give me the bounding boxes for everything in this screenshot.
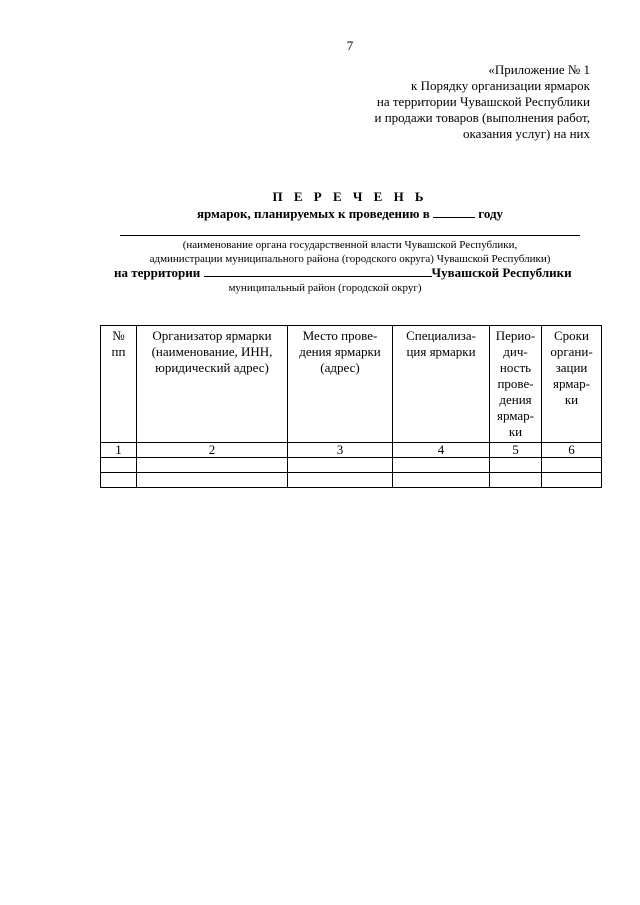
subtitle-year-word: году	[478, 206, 504, 221]
document-title: П Е Р Е Ч Е Н Ь	[272, 189, 428, 204]
table-cell	[490, 473, 542, 488]
annex-line: на территории Чувашской Республики	[376, 94, 590, 109]
subtitle-text: ярмарок, планируемых к проведению в	[196, 206, 430, 221]
table-row	[101, 473, 602, 488]
territory-label: на территории	[114, 265, 201, 280]
territory-blank-line	[204, 265, 432, 277]
column-number-cell: 5	[490, 443, 542, 458]
table-cell	[288, 473, 393, 488]
header-specialization: Специализа- ция ярмарки	[393, 326, 490, 443]
column-number-cell: 6	[542, 443, 602, 458]
annex-line: к Порядку организации ярмарок	[411, 78, 590, 93]
table-row	[101, 458, 602, 473]
territory-line	[114, 265, 572, 281]
table-cell	[393, 473, 490, 488]
year-blank-line	[433, 206, 475, 218]
header-periodicity: Перио- дич- ность прове- дения ярмар- ки	[490, 326, 542, 443]
table-cell	[490, 458, 542, 473]
district-caption: муниципальный район (городской округ)	[228, 282, 422, 294]
table-cell	[101, 473, 137, 488]
table-header-row	[101, 326, 602, 443]
authority-caption-line: (наименование органа государственной власти Чувашской Республики,	[182, 239, 518, 251]
column-number-cell: 1	[101, 443, 137, 458]
table-cell	[542, 473, 602, 488]
header-number: № пп	[101, 326, 137, 443]
header-terms: Сроки органи- зации ярмар- ки	[542, 326, 602, 443]
table-cell	[288, 458, 393, 473]
column-number-cell: 2	[137, 443, 288, 458]
column-number-cell: 4	[393, 443, 490, 458]
annex-line: «Приложение № 1	[488, 62, 590, 77]
authority-caption	[0, 238, 640, 266]
column-number-cell: 3	[288, 443, 393, 458]
table-cell	[542, 458, 602, 473]
table-cell	[137, 473, 288, 488]
annex-line: оказания услуг) на них	[463, 126, 590, 141]
table-cell	[101, 458, 137, 473]
table-row	[101, 443, 602, 458]
annex-line: и продажи товаров (выполнения работ,	[374, 110, 590, 125]
territory-republic: Чувашской Республики	[431, 265, 572, 280]
annex-header	[330, 62, 590, 142]
table-cell	[137, 458, 288, 473]
fairs-table	[100, 325, 602, 488]
authority-fill-line	[120, 235, 580, 236]
document-subtitle	[0, 206, 640, 222]
table-cell	[393, 458, 490, 473]
authority-caption-line: администрации муниципального района (городского округа) Чувашской Республики)	[149, 253, 551, 265]
page-number: 7	[346, 38, 354, 53]
header-location: Место прове- дения ярмарки (адрес)	[288, 326, 393, 443]
header-organizer: Организатор ярмарки (наименование, ИНН, юридический адрес)	[137, 326, 288, 443]
